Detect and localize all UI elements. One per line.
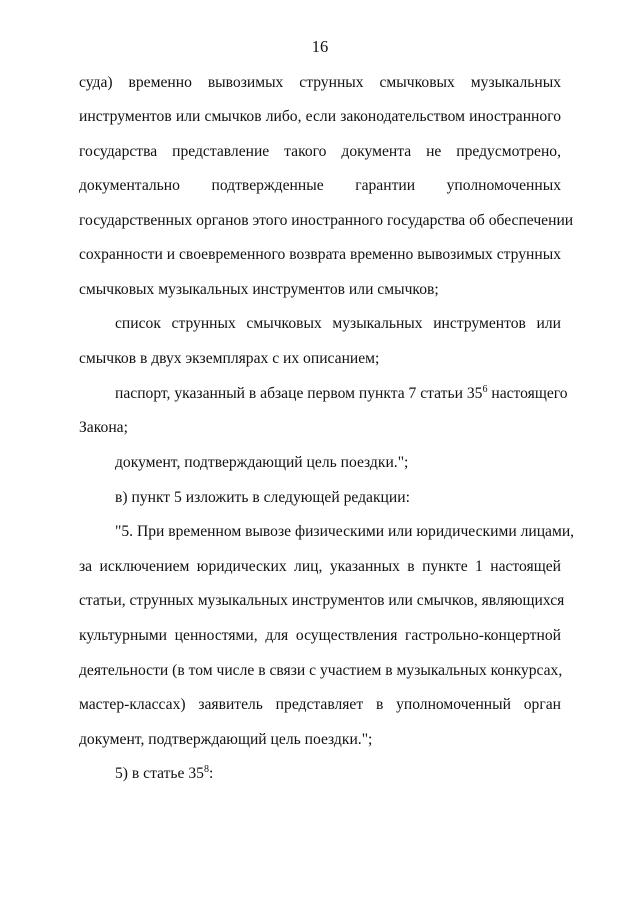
line-text: паспорт, указанный в абзаце первом пункта 7 статьи 35 [115, 385, 483, 402]
text-line: за исключением юридических лиц, указанных в пункте 1 настоящей [79, 558, 561, 575]
text-line: мастер-классах) заявитель представляет в уполномоченный орган [79, 696, 561, 713]
line-text: настоящего [487, 385, 568, 402]
superscript: 6 [482, 384, 488, 395]
text-line: суда) временно вывозимых струнных смычковых музыкальных [79, 74, 561, 91]
superscript: 8 [203, 764, 209, 775]
text-line: деятельности (в том числе в связи с участием в музыкальных конкурсах, [79, 662, 563, 679]
text-line: документ, подтверждающий цель поездки."; [79, 731, 373, 748]
text-line: культурными ценностями, для осуществления гастрольно-концертной [79, 627, 561, 644]
text-line: государственных органов этого иностранного государства об обеспечении [79, 212, 574, 229]
line-text: 5) в статье 35 [115, 765, 204, 782]
text-line: "5. При временном вывозе физическими или юридическими лицами, [115, 523, 575, 540]
text-line: документально подтвержденные гарантии уполномоченных [79, 177, 561, 194]
text-line: смычковых музыкальных инструментов или смычков; [79, 281, 439, 298]
text-line: Закона; [79, 419, 128, 436]
text-line: в) пункт 5 изложить в следующей редакции: [115, 489, 410, 506]
text-line: инструментов или смычков либо, если законодательством иностранного [79, 108, 561, 125]
text-line: документ, подтверждающий цель поездки."; [115, 454, 409, 471]
page-number: 16 [311, 37, 329, 56]
line-text: : [208, 765, 214, 782]
text-line: смычков в двух экземплярах с их описанием; [79, 350, 380, 367]
text-line [115, 384, 568, 404]
text-line [115, 764, 561, 784]
text-line: сохранности и своевременного возврата временно вывозимых струнных [79, 246, 561, 263]
text-line: государства представление такого документа не предусмотрено, [79, 143, 561, 160]
text-line: список струнных смычковых музыкальных инструментов или [115, 315, 561, 332]
text-line: статьи, струнных музыкальных инструментов или смычков, являющихся [79, 592, 565, 609]
